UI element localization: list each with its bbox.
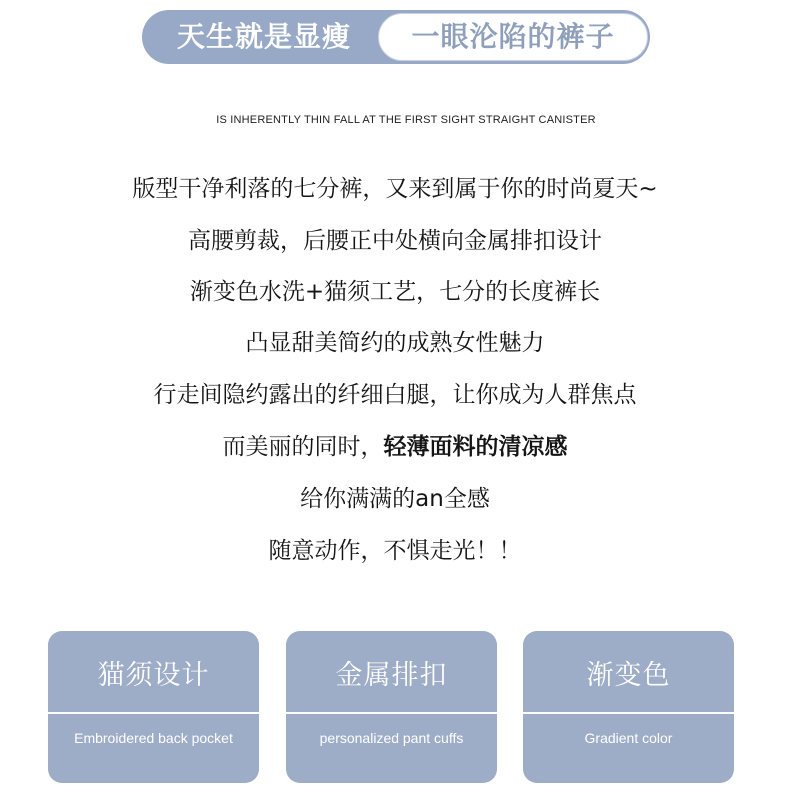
feature-card-subtitle: personalized pant cuffs <box>319 730 464 746</box>
description-line-5: 行走间隐约露出的纤细白腿，让你成为人群焦点 <box>153 382 637 408</box>
description-line-4: 凸显甜美简约的成熟女性魅力 <box>245 330 545 356</box>
feature-card-subtitle: Embroidered back pocket <box>74 730 233 746</box>
header-banner <box>142 10 650 64</box>
feature-card-whisker <box>48 631 259 783</box>
feature-card-gradient <box>523 631 734 783</box>
description-line-6 <box>0 432 790 462</box>
description-line-7: 给你满满的an全感 <box>300 486 490 512</box>
feature-card-metal-buttons <box>286 631 497 783</box>
feature-card-subtitle: Gradient color <box>584 730 673 746</box>
description-line-3: 渐变色水洗+猫须工艺，七分的长度裤长 <box>189 279 601 305</box>
feature-card-title: 渐变色 <box>586 660 671 691</box>
description-line-6-bold: 轻薄面料的清凉感 <box>383 434 568 460</box>
feature-card-title: 猫须设计 <box>97 660 210 691</box>
english-subtitle: IS INHERENTLY THIN FALL AT THE FIRST SIGHT STRAIGHT CANISTER <box>216 114 596 126</box>
header-slogan-right: 一眼沦陷的裤子 <box>378 13 648 61</box>
description-line-8: 随意动作，不惧走光！！ <box>268 538 522 564</box>
feature-card-title: 金属排扣 <box>335 660 448 691</box>
description-line-2: 高腰剪裁，后腰正中处横向金属排扣设计 <box>188 228 602 254</box>
header-slogan-left: 天生就是显瘦 <box>176 20 351 53</box>
description-line-1: 版型干净利落的七分裤，又来到属于你的时尚夏天~ <box>132 176 658 202</box>
description-line-6-plain: 而美丽的同时， <box>222 434 384 460</box>
